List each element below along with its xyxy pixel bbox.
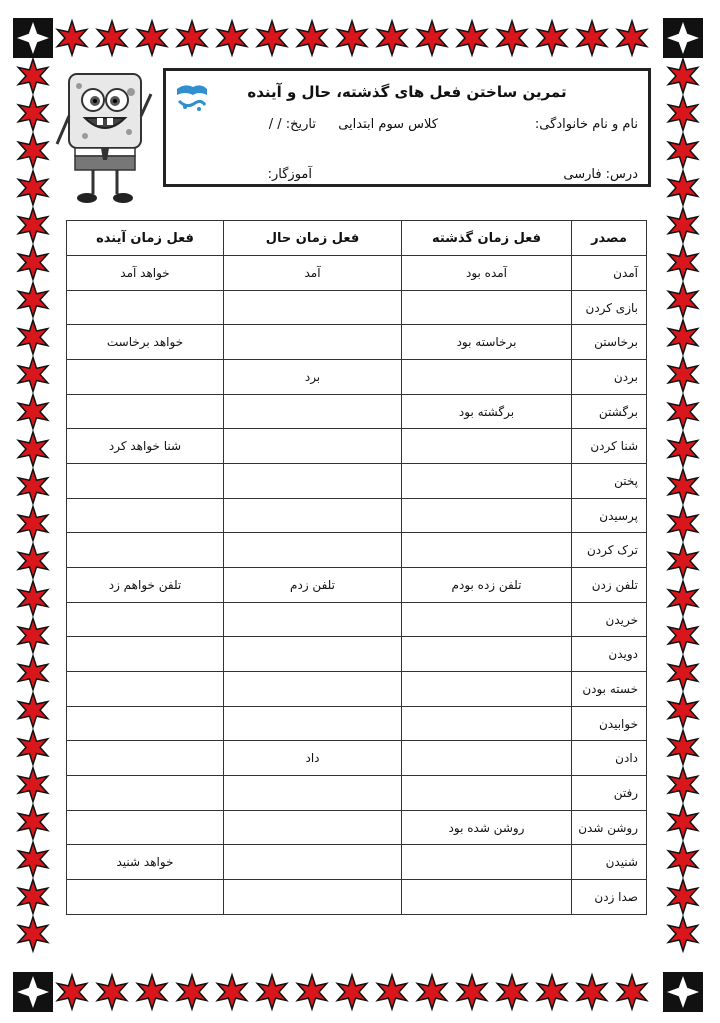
border-star-icon	[18, 768, 47, 802]
present-cell	[224, 533, 402, 568]
border-star-icon	[668, 283, 697, 317]
border-star-icon	[668, 917, 697, 951]
present-cell	[224, 429, 402, 464]
table-row	[67, 672, 647, 707]
border-star-icon	[57, 21, 86, 55]
border-star-icon	[18, 730, 47, 764]
border-star-icon	[668, 469, 697, 503]
infinitive-cell: خسته بودن	[572, 672, 647, 707]
past-cell: برخاسته بود	[402, 325, 572, 360]
border-star-icon	[377, 975, 406, 1009]
present-cell	[224, 602, 402, 637]
past-cell	[402, 672, 572, 707]
border-star-icon	[177, 975, 206, 1009]
past-cell: برگشته بود	[402, 394, 572, 429]
border-star-icon	[18, 246, 47, 280]
border-star-icon	[18, 357, 47, 391]
present-cell	[224, 464, 402, 499]
border-star-icon	[417, 975, 446, 1009]
worksheet-header	[163, 68, 651, 187]
future-cell	[67, 290, 224, 325]
border-star-icon	[257, 975, 286, 1009]
past-cell	[402, 845, 572, 880]
border-star-icon	[668, 59, 697, 93]
infinitive-cell: دویدن	[572, 637, 647, 672]
infinitive-cell: رفتن	[572, 776, 647, 811]
past-cell	[402, 498, 572, 533]
future-cell: خواهد شنید	[67, 845, 224, 880]
border-star-icon	[668, 544, 697, 578]
border-star-icon	[18, 805, 47, 839]
present-cell	[224, 880, 402, 915]
infinitive-cell: برخاستن	[572, 325, 647, 360]
border-star-icon	[57, 975, 86, 1009]
past-cell	[402, 880, 572, 915]
border-star-icon	[18, 656, 47, 690]
border-star-icon	[457, 21, 486, 55]
border-star-icon	[668, 730, 697, 764]
present-cell	[224, 637, 402, 672]
future-cell	[67, 741, 224, 776]
border-star-icon	[668, 581, 697, 615]
past-cell	[402, 429, 572, 464]
border-star-icon	[668, 507, 697, 541]
border-star-icon	[18, 693, 47, 727]
infinitive-cell: خریدن	[572, 602, 647, 637]
present-cell	[224, 706, 402, 741]
logo-icon	[171, 81, 211, 115]
future-cell	[67, 810, 224, 845]
past-cell	[402, 637, 572, 672]
past-cell	[402, 706, 572, 741]
border-star-icon	[377, 21, 406, 55]
table-row	[67, 741, 647, 776]
border-star-icon	[668, 395, 697, 429]
table-row	[67, 706, 647, 741]
border-star-icon	[668, 432, 697, 466]
table-row	[67, 256, 647, 291]
infinitive-cell: بردن	[572, 360, 647, 395]
border-star-icon	[577, 21, 606, 55]
past-cell	[402, 776, 572, 811]
future-cell	[67, 672, 224, 707]
border-star-icon	[668, 880, 697, 914]
border-star-icon	[668, 842, 697, 876]
border-star-icon	[668, 805, 697, 839]
present-cell	[224, 498, 402, 533]
infinitive-cell: بازی کردن	[572, 290, 647, 325]
past-cell	[402, 533, 572, 568]
border-star-icon	[457, 975, 486, 1009]
past-cell	[402, 290, 572, 325]
border-star-icon	[537, 21, 566, 55]
border-star-icon	[18, 96, 47, 130]
border-star-icon	[217, 21, 246, 55]
column-header-infinitive: مصدر	[572, 221, 647, 256]
past-cell	[402, 602, 572, 637]
future-cell	[67, 498, 224, 533]
table-row	[67, 568, 647, 603]
border-star-icon	[18, 581, 47, 615]
date-label: تاریخ:	[285, 117, 316, 132]
infinitive-cell: شنیدن	[572, 845, 647, 880]
border-star-icon	[668, 246, 697, 280]
infinitive-cell: شنا کردن	[572, 429, 647, 464]
border-star-icon	[18, 134, 47, 168]
future-cell	[67, 533, 224, 568]
infinitive-cell: روشن شدن	[572, 810, 647, 845]
infinitive-cell: دادن	[572, 741, 647, 776]
subject-label: درس: فارسی	[563, 167, 638, 182]
border-star-icon	[577, 975, 606, 1009]
column-header-present: فعل زمان حال	[224, 221, 402, 256]
table-row	[67, 464, 647, 499]
border-star-icon	[668, 357, 697, 391]
border-star-icon	[668, 768, 697, 802]
table-row	[67, 533, 647, 568]
border-star-icon	[417, 21, 446, 55]
border-star-icon	[217, 975, 246, 1009]
infinitive-cell: تلفن زدن	[572, 568, 647, 603]
name-field-label: نام و نام خانوادگی:	[534, 117, 638, 132]
table-row	[67, 429, 647, 464]
future-cell	[67, 464, 224, 499]
table-row	[67, 776, 647, 811]
table-row	[67, 498, 647, 533]
border-star-icon	[18, 842, 47, 876]
future-cell	[67, 880, 224, 915]
future-cell: خواهد برخاست	[67, 325, 224, 360]
future-cell: تلفن خواهم زد	[67, 568, 224, 603]
table-row	[67, 602, 647, 637]
future-cell: خواهد آمد	[67, 256, 224, 291]
present-cell	[224, 776, 402, 811]
teacher-field-label: آموزگار:	[267, 167, 312, 182]
border-star-icon	[497, 21, 526, 55]
table-row	[67, 290, 647, 325]
border-star-icon	[97, 975, 126, 1009]
future-cell	[67, 360, 224, 395]
future-cell: شنا خواهد کرد	[67, 429, 224, 464]
infinitive-cell: برگشتن	[572, 394, 647, 429]
future-cell	[67, 776, 224, 811]
border-star-icon	[18, 917, 47, 951]
present-cell	[224, 810, 402, 845]
verb-tense-table	[66, 220, 647, 915]
border-star-icon	[18, 880, 47, 914]
column-header-future: فعل زمان آینده	[67, 221, 224, 256]
border-star-icon	[18, 171, 47, 205]
border-star-icon	[537, 975, 566, 1009]
border-star-icon	[668, 171, 697, 205]
future-cell	[67, 706, 224, 741]
table-row	[67, 394, 647, 429]
border-star-icon	[257, 21, 286, 55]
present-cell: داد	[224, 741, 402, 776]
column-header-past: فعل زمان گذشته	[402, 221, 572, 256]
table-row	[67, 360, 647, 395]
border-star-icon	[137, 21, 166, 55]
border-star-icon	[668, 320, 697, 354]
future-cell	[67, 394, 224, 429]
border-star-icon	[337, 975, 366, 1009]
past-cell: آمده بود	[402, 256, 572, 291]
border-star-icon	[668, 134, 697, 168]
infinitive-cell: آمدن	[572, 256, 647, 291]
present-cell	[224, 290, 402, 325]
infinitive-cell: ترک کردن	[572, 533, 647, 568]
table-row	[67, 880, 647, 915]
border-star-icon	[18, 395, 47, 429]
table-row	[67, 845, 647, 880]
table-row	[67, 637, 647, 672]
present-cell	[224, 325, 402, 360]
page-title: تمرین ساختن فعل های گذشته، حال و آینده	[247, 83, 567, 101]
border-star-icon	[18, 432, 47, 466]
border-star-icon	[18, 59, 47, 93]
infinitive-cell: پرسیدن	[572, 498, 647, 533]
border-star-icon	[18, 469, 47, 503]
border-star-icon	[668, 208, 697, 242]
cartoon-character-icon	[55, 66, 155, 206]
border-star-icon	[668, 96, 697, 130]
present-cell: برد	[224, 360, 402, 395]
infinitive-cell: خوابیدن	[572, 706, 647, 741]
date-field	[269, 117, 316, 132]
border-star-icon	[668, 693, 697, 727]
table-row	[67, 325, 647, 360]
border-star-icon	[18, 507, 47, 541]
present-cell: آمد	[224, 256, 402, 291]
border-star-icon	[668, 656, 697, 690]
past-cell: تلفن زده بودم	[402, 568, 572, 603]
present-cell	[224, 672, 402, 707]
border-star-icon	[337, 21, 366, 55]
past-cell: روشن شده بود	[402, 810, 572, 845]
border-star-icon	[297, 975, 326, 1009]
future-cell	[67, 637, 224, 672]
border-star-icon	[18, 619, 47, 653]
past-cell	[402, 360, 572, 395]
border-star-icon	[18, 544, 47, 578]
border-star-icon	[18, 320, 47, 354]
border-star-icon	[497, 975, 526, 1009]
border-star-icon	[177, 21, 206, 55]
table-row	[67, 810, 647, 845]
infinitive-cell: صدا زدن	[572, 880, 647, 915]
border-star-icon	[137, 975, 166, 1009]
border-star-icon	[18, 208, 47, 242]
class-label: کلاس سوم ابتدایی	[338, 117, 438, 132]
border-star-icon	[617, 21, 646, 55]
table-header-row	[67, 221, 647, 256]
infinitive-cell: پختن	[572, 464, 647, 499]
past-cell	[402, 464, 572, 499]
border-star-icon	[18, 283, 47, 317]
future-cell	[67, 602, 224, 637]
border-star-icon	[297, 21, 326, 55]
border-star-icon	[617, 975, 646, 1009]
present-cell	[224, 845, 402, 880]
present-cell: تلفن زدم	[224, 568, 402, 603]
border-star-icon	[668, 619, 697, 653]
date-value: / /	[268, 117, 282, 132]
border-star-icon	[97, 21, 126, 55]
present-cell	[224, 394, 402, 429]
past-cell	[402, 741, 572, 776]
